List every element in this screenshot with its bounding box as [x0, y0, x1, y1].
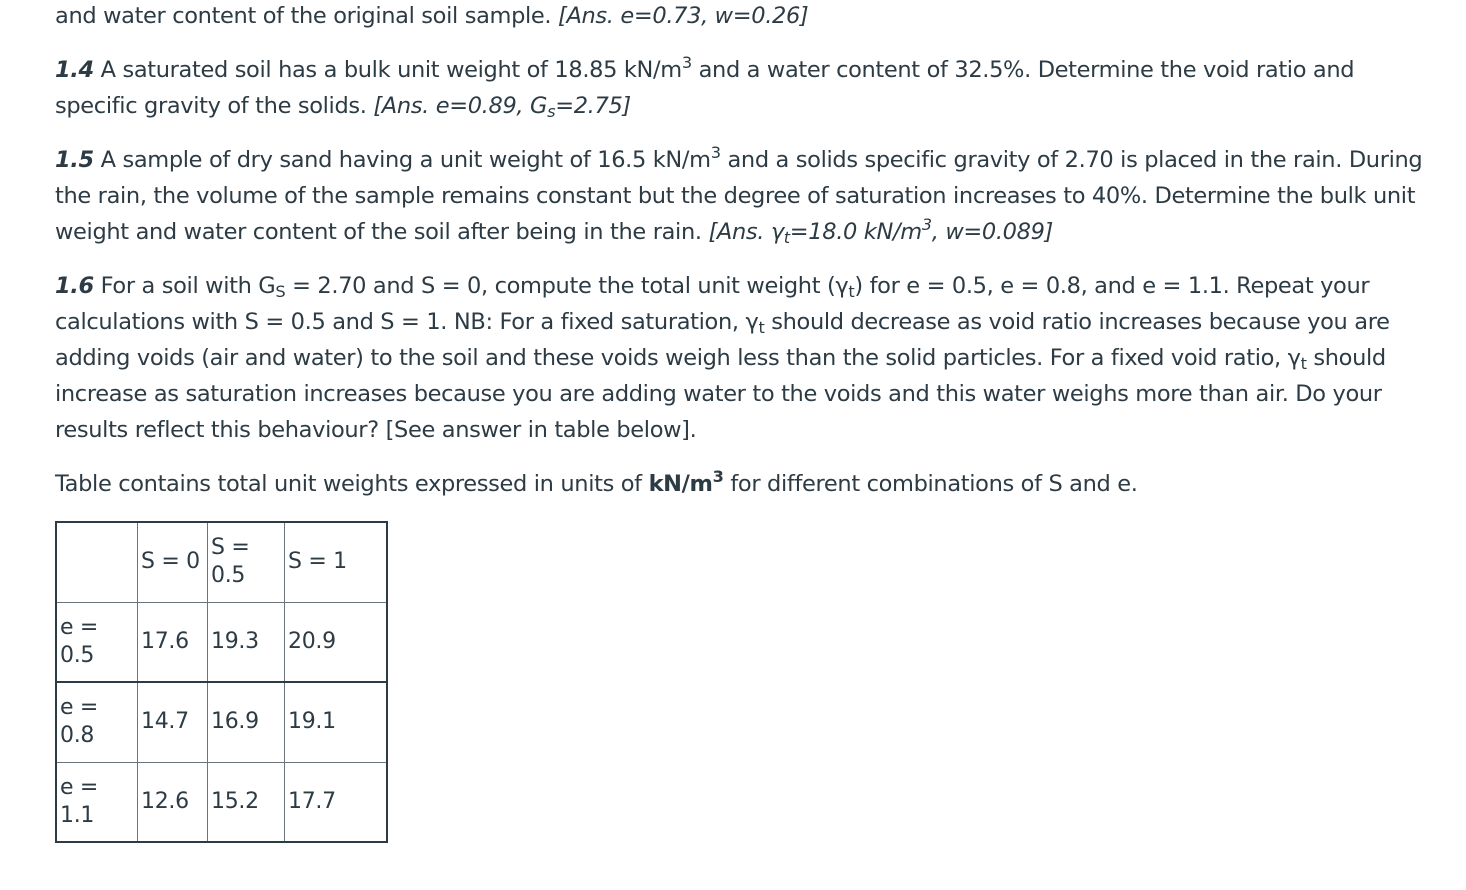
- paragraph-1-6: [55, 268, 1425, 448]
- table-header-cell: S = 1: [285, 522, 388, 602]
- table-row: [56, 602, 387, 682]
- paragraph-text: For a soil with G: [93, 273, 276, 299]
- answer-part: [Ans. e=0.89, G: [373, 93, 548, 119]
- paragraph-text: and water content of the original soil sample.: [55, 3, 559, 29]
- subscript: t: [848, 282, 855, 302]
- table-header-cell: [56, 522, 138, 602]
- table-header-row: [56, 522, 387, 602]
- table-cell: 17.7: [285, 762, 388, 842]
- subscript: t: [1300, 354, 1307, 374]
- table-cell: 19.1: [285, 682, 388, 762]
- table-cell: 14.7: [138, 682, 208, 762]
- paragraph-1-4: [55, 52, 1425, 124]
- row-label: e = 1.1: [56, 762, 138, 842]
- answer-text: [708, 215, 1053, 248]
- unit-bold: kN/m: [648, 471, 713, 497]
- subscript: S: [275, 282, 286, 302]
- unit-weight-table: [55, 521, 388, 843]
- paragraph-text: should decrease as void ratio increases because you are adding voids (air and water) to the soil and these voids weigh less than the solid particles. For a fixed void ratio, γ: [55, 309, 1390, 371]
- row-label: e = 0.5: [56, 602, 138, 682]
- paragraph-text: should increase as saturation increases because you are adding water to the voids and this water weighs more than air. Do your results reflect this behaviour? [See answer in table below].: [55, 345, 1386, 443]
- problem-number: 1.4: [55, 57, 94, 83]
- answer-part: =18.0 kN/m: [789, 219, 922, 245]
- paragraph-text: A sample of dry sand having a unit weight of 16.5 kN/m: [93, 147, 711, 173]
- table-row: [56, 762, 387, 842]
- problem-number: 1.5: [55, 147, 94, 173]
- table-row: [56, 682, 387, 762]
- answer-text: [373, 93, 631, 122]
- paragraph-text: and a water content of 32.5%. Determine the void ratio and specific gravity of the solids.: [55, 57, 1355, 119]
- paragraph-text: Table contains total unit weights expressed in units of: [55, 471, 649, 497]
- answer-part: =2.75]: [555, 93, 631, 119]
- problem-number: 1.6: [55, 273, 94, 299]
- table-intro: [55, 466, 1425, 502]
- paragraph-1-5: [55, 142, 1425, 250]
- answer-part: [Ans. γ: [708, 219, 784, 245]
- table-cell: 16.9: [208, 682, 285, 762]
- table-cell: 19.3: [208, 602, 285, 682]
- superscript: 3: [921, 215, 932, 235]
- paragraph-text: = 2.70 and S = 0, compute the total unit weight (γ: [285, 273, 849, 299]
- row-label: e = 0.8: [56, 682, 138, 762]
- subscript: t: [758, 318, 765, 338]
- answer-part: , w=0.089]: [931, 219, 1053, 245]
- superscript: 3: [712, 467, 724, 487]
- paragraph-text: and a solids specific gravity of 2.70 is placed in the rain. During the rain, the volume of the sample remains constant but the degree of saturation increases to 40%. Determine the bulk unit weight and water content of the soil after being in the rain.: [55, 147, 1423, 245]
- table-header-cell: S = 0.5: [208, 522, 285, 602]
- superscript: 3: [681, 53, 692, 73]
- paragraph-text: A saturated soil has a bulk unit weight of 18.85 kN/m: [93, 57, 682, 83]
- subscript: s: [547, 102, 556, 122]
- table-cell: 17.6: [138, 602, 208, 682]
- paragraph-text: ) for e = 0.5, e = 0.8, and e = 1.1. Repeat your calculations with S = 0.5 and S = 1. NB: For a fixed saturation, γ: [55, 273, 1370, 335]
- table-cell: 20.9: [285, 602, 388, 682]
- paragraph-1-3-tail: [55, 0, 1425, 34]
- table-cell: 12.6: [138, 762, 208, 842]
- table-header-cell: S = 0: [138, 522, 208, 602]
- superscript: 3: [710, 143, 721, 163]
- table-cell: 15.2: [208, 762, 285, 842]
- paragraph-text: for different combinations of S and e.: [723, 471, 1138, 497]
- answer-text: [Ans. e=0.73, w=0.26]: [558, 3, 809, 29]
- subscript: t: [783, 228, 790, 248]
